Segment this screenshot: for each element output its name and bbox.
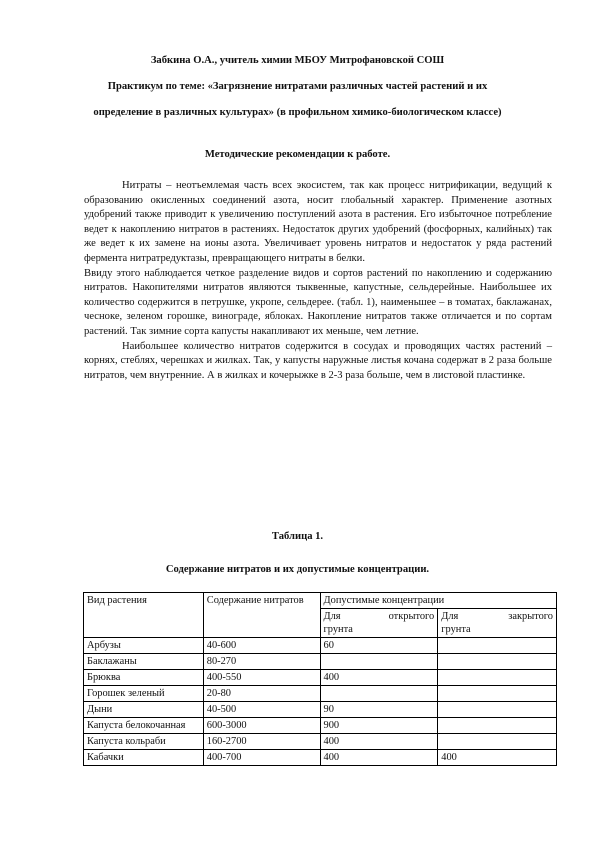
cell-plant: Дыни [84, 702, 204, 718]
cell-plant: Кабачки [84, 750, 204, 766]
cell-closed [438, 638, 557, 654]
header-closed-word3: грунта [441, 624, 471, 635]
cell-open: 400 [320, 750, 438, 766]
cell-content: 20-80 [203, 686, 320, 702]
cell-content: 400-700 [203, 750, 320, 766]
cell-open: 60 [320, 638, 438, 654]
cell-plant: Капуста кольраби [84, 734, 204, 750]
table-row [84, 750, 557, 766]
cell-plant: Арбузы [84, 638, 204, 654]
author-line: Забкина О.А., учитель химии МБОУ Митрофановской СОШ [150, 55, 445, 66]
cell-plant: Горошек зеленый [84, 686, 204, 702]
header-open-line [324, 610, 435, 623]
table-row [84, 670, 557, 686]
cell-closed [438, 734, 557, 750]
header-closed-word2: закрытого [508, 611, 553, 622]
cell-content: 600-3000 [203, 718, 320, 734]
cell-open: 400 [320, 734, 438, 750]
table-row [84, 654, 557, 670]
section-title: Методические рекомендации к работе. [204, 149, 391, 160]
cell-content: 400-550 [203, 670, 320, 686]
table-row [84, 734, 557, 750]
cell-open: 900 [320, 718, 438, 734]
cell-content: 40-600 [203, 638, 320, 654]
cell-plant: Брюква [84, 670, 204, 686]
table-row [84, 638, 557, 654]
table-row [84, 702, 557, 718]
table-row [84, 718, 557, 734]
body-text [84, 179, 552, 383]
topic-line-1: Практикум по теме: «Загрязнение нитратами различных частей растений и их [107, 81, 488, 92]
table-header-row [84, 593, 557, 609]
cell-closed [438, 670, 557, 686]
cell-content: 80-270 [203, 654, 320, 670]
cell-closed [438, 718, 557, 734]
header-open-ground [320, 609, 438, 638]
cell-content: 160-2700 [203, 734, 320, 750]
cell-open: 400 [320, 670, 438, 686]
topic-line-2: определение в различных культурах» (в профильном химико-биологическом классе) [93, 107, 502, 118]
cell-closed [438, 686, 557, 702]
header-closed-line [441, 610, 553, 623]
header-open-word: Для [323, 611, 341, 622]
table-number: Таблица 1. [271, 531, 324, 542]
header-content: Содержание нитратов [203, 593, 320, 638]
cell-open [320, 686, 438, 702]
header-closed-ground [438, 609, 557, 638]
cell-plant: Капуста белокочанная [84, 718, 204, 734]
header-open-word3: грунта [323, 624, 353, 635]
paragraph-3: Наибольшее количество нитратов содержится в сосудах и проводящих частях растений – корнях, стеблях, черешках и жилках. Так, у капусты наружные листья кочана содержат в 2 раза больше нитратов, чем внутренние. А в жилках и кочерыжке в 2-3 раза больше, чем в листовой пластинке. [84, 340, 552, 381]
table-row [84, 686, 557, 702]
cell-plant: Баклажаны [84, 654, 204, 670]
header-closed-word: Для [441, 611, 459, 622]
paragraph-2: Ввиду этого наблюдается четкое разделение видов и сортов растений по накоплению и содержанию нитратов. Накопителями нитратов являются тыквенные, капустные, сельдерейные. Наибольшее их количество содержится в петрушке, укропе, сельдерее. (табл. 1), наименьшее – в томатах, баклажанах, чесноке, зеленом горошке, винограде, яблоках. Накопление нитратов также отличается и по сортам растений. Так зимние сорта капусты накапливают их меньше, чем летние. [84, 267, 552, 337]
cell-content: 40-500 [203, 702, 320, 718]
cell-closed [438, 654, 557, 670]
cell-open [320, 654, 438, 670]
header-open-word2: открытого [388, 611, 435, 622]
header-allowed: Допустимые концентрации [320, 593, 556, 609]
table-title: Содержание нитратов и их допустимые концентрации. [165, 564, 430, 575]
paragraph-1: Нитраты – неотъемлемая часть всех экосистем, так как процесс нитрификации, ведущий к образованию окисленных соединений азота, носит глобальный характер. Применение азотных удобрений также приводит к увеличению поступлений азота в растения. Его избыточное потребление ведет к накоплению нитратов в растениях. Недостаток других удобрений (фосфорных, калийных) так же ведет к их замене на ионы азота. Увеличивает уровень нитратов и недостаток у ряда растений фермента нитратредуктазы, превращающего нитраты в белки. [84, 180, 552, 264]
cell-closed: 400 [438, 750, 557, 766]
cell-closed [438, 702, 557, 718]
nitrates-table [83, 592, 557, 766]
cell-open: 90 [320, 702, 438, 718]
header-plant: Вид растения [84, 593, 204, 638]
